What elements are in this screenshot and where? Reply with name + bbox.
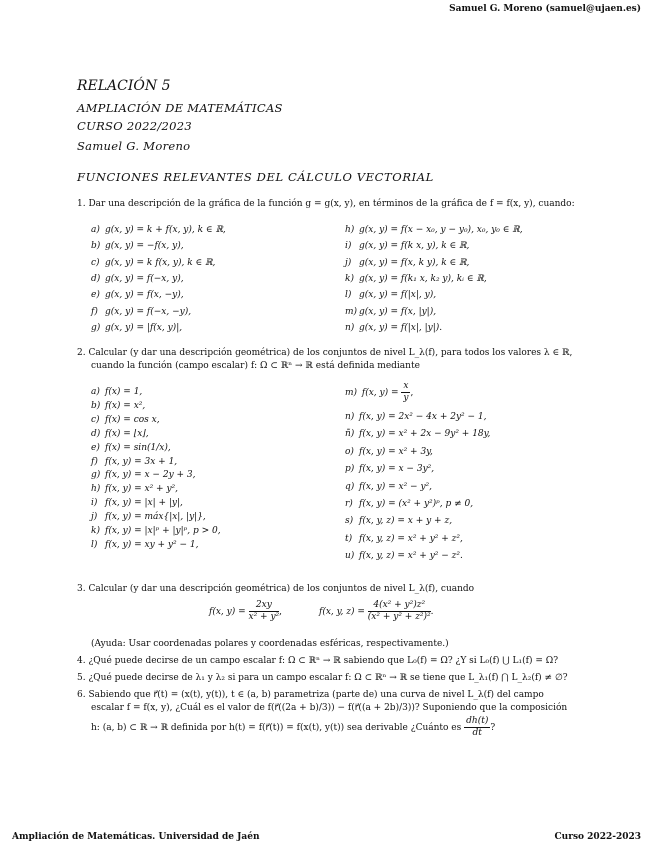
item-label: b) bbox=[91, 400, 101, 411]
item-formula: g(x, y) = k f(x, y), k ∈ ℝ, bbox=[105, 257, 216, 268]
item-formula: f(x, y) = |x|ᵖ + |y|ᵖ, p > 0, bbox=[105, 526, 221, 536]
item-formula: g(x, y) = f(x − x₀, y − y₀), x₀, y₀ ∈ ℝ, bbox=[359, 225, 523, 235]
list-item bbox=[345, 225, 523, 235]
item-formula: f(x, y) = 2x² − 4x + 2y² − 1, bbox=[359, 412, 487, 422]
list-item bbox=[91, 484, 178, 494]
item-label: e) bbox=[91, 442, 100, 453]
list-item bbox=[91, 498, 183, 508]
item-formula: f(x, y, z) = x² + y² + z², bbox=[359, 533, 463, 544]
header-author-email: Samuel G. Moreno (samuel@ujaen.es) bbox=[449, 4, 641, 14]
list-item bbox=[91, 323, 182, 333]
list-item bbox=[345, 447, 433, 457]
item-formula: f(x, y) = máx{|x|, |y|}, bbox=[105, 512, 206, 523]
item-label: k) bbox=[345, 273, 354, 284]
item-formula: f(x, y) = x − 3y², bbox=[359, 464, 435, 475]
document-title: RELACIÓN 5 bbox=[77, 78, 171, 94]
section-heading: FUNCIONES RELEVANTES DEL CÁLCULO VECTORIAL bbox=[77, 170, 434, 184]
question-4: 4. ¿Qué puede decirse de un campo escalar f: Ω ⊂ ℝⁿ → ℝ sabiendo que L₀(f) = Ω? ¿Y si L₀(f) ⋃ L₁(f) = Ω? bbox=[77, 656, 559, 666]
author-name: Samuel G. Moreno bbox=[77, 139, 191, 153]
list-item bbox=[91, 415, 160, 425]
item-label: d) bbox=[91, 428, 101, 439]
list-item bbox=[345, 482, 432, 492]
list-item bbox=[345, 429, 490, 439]
item-label: g) bbox=[91, 322, 101, 333]
denominator: y bbox=[403, 393, 409, 403]
numerator: 2xy bbox=[249, 600, 280, 612]
list-item bbox=[345, 534, 463, 544]
item-formula: f(x, y) = xy + y² − 1, bbox=[105, 539, 199, 550]
item-formula: g(x, y) = f(k₁ x, k₂ y), kᵢ ∈ ℝ, bbox=[359, 273, 487, 284]
formula-suffix: , bbox=[279, 607, 283, 617]
numerator: x bbox=[403, 381, 409, 391]
question-6-line-3 bbox=[91, 716, 495, 739]
footer-institution: Ampliación de Matemáticas. Universidad de Jaén bbox=[12, 832, 260, 842]
item-label: i) bbox=[345, 241, 352, 252]
item-formula: g(x, y) = f(x, |y|), bbox=[359, 306, 437, 317]
line-text: h: (a, b) ⊂ ℝ → ℝ definida por h(t) = f(r⃗(t)) = f(x(t), y(t)) sea derivable ¿Cuánto es bbox=[91, 723, 462, 733]
question-5: 5. ¿Qué puede decirse de λ₁ y λ₂ si para un campo escalar f: Ω ⊂ ℝⁿ → ℝ se tiene que L_λ₁(f) ⋂ L_λ₂(f) ≠ ∅? bbox=[77, 673, 568, 683]
question-6-line-2: escalar f = f(x, y), ¿Cuál es el valor de f(r⃗((2a + b)/3)) − f(r⃗((a + 2b)/3))? Suponiendo que la composición bbox=[91, 703, 568, 713]
item-formula: g(x, y) = f(|x|, y), bbox=[359, 290, 437, 301]
item-label: c) bbox=[91, 257, 100, 268]
denominator: dt bbox=[472, 728, 482, 738]
item-label: m) bbox=[345, 388, 358, 398]
item-label: h) bbox=[91, 484, 101, 495]
item-formula: g(x, y) = f(−x, y), bbox=[105, 273, 184, 284]
item-label: g) bbox=[91, 470, 101, 481]
list-item bbox=[345, 412, 487, 422]
item-label: t) bbox=[345, 533, 353, 544]
item-label: i) bbox=[91, 498, 98, 509]
q3-formula-1 bbox=[209, 600, 282, 623]
question-1: 1. Dar una descripción de la gráfica de la función g = g(x, y), en términos de la gráfica de f = f(x, y), cuando: bbox=[77, 199, 575, 209]
denominator: (x² + y² + z²)² bbox=[367, 612, 431, 622]
item-formula: f(x, y, z) = x² + y² − z². bbox=[359, 551, 463, 562]
formula-prefix: f(x, y) = bbox=[209, 607, 246, 617]
q3-formula-2 bbox=[319, 600, 434, 623]
list-item bbox=[91, 290, 184, 300]
list-item bbox=[91, 512, 206, 522]
item-label: j) bbox=[91, 512, 98, 523]
list-item bbox=[345, 307, 436, 317]
subtitle-year: CURSO 2022/2023 bbox=[77, 119, 193, 133]
list-item bbox=[345, 551, 463, 561]
item-label: ñ) bbox=[345, 429, 355, 440]
item-formula: f(x, y) = x² + y², bbox=[105, 484, 178, 495]
question-3-hint: (Ayuda: Usar coordenadas polares y coordenadas esféricas, respectivamente.) bbox=[91, 639, 449, 649]
item-label: o) bbox=[345, 446, 354, 457]
list-item bbox=[91, 540, 198, 550]
item-formula: f(x) = sin(1/x), bbox=[105, 442, 171, 453]
list-item bbox=[91, 274, 184, 284]
list-item bbox=[345, 290, 436, 300]
fraction bbox=[368, 600, 431, 623]
fraction bbox=[248, 600, 283, 623]
item-formula: f(x) = x², bbox=[105, 400, 146, 411]
item-suffix: , bbox=[410, 388, 414, 398]
item-formula: f(x, y) = (x² + y²)ᵖ, p ≠ 0, bbox=[359, 499, 474, 509]
item-formula: f(x, y) = x² + 3y, bbox=[359, 446, 433, 457]
item-label: n) bbox=[345, 412, 355, 422]
item-label: a) bbox=[91, 387, 100, 397]
list-item bbox=[91, 241, 184, 251]
item-label: f) bbox=[91, 456, 98, 467]
item-label: s) bbox=[345, 516, 354, 527]
list-item bbox=[345, 323, 442, 333]
question-2-line-1: 2. Calcular (y dar una descripción geométrica) de los conjuntos de nivel L_λ(f), para todos los valores λ ∈ ℝ, bbox=[77, 348, 573, 358]
list-item bbox=[91, 401, 145, 411]
item-label: r) bbox=[345, 499, 353, 509]
item-formula: g(x, y) = f(−x, −y), bbox=[105, 306, 192, 317]
item-label: c) bbox=[91, 414, 100, 425]
subtitle-course: AMPLIACIÓN DE MATEMÁTICAS bbox=[77, 101, 283, 115]
list-item bbox=[91, 225, 226, 235]
item-label: f) bbox=[91, 306, 98, 317]
item-formula: f(x, y) = 3x + 1, bbox=[105, 456, 178, 467]
list-item bbox=[345, 241, 469, 251]
item-label: e) bbox=[91, 290, 100, 301]
item-label: h) bbox=[345, 225, 355, 235]
item-formula: g(x, y) = |f(x, y)|, bbox=[105, 322, 183, 333]
question-2-line-2: cuando la función (campo escalar) f: Ω ⊂ ℝⁿ → ℝ está definida mediante bbox=[91, 361, 420, 371]
item-label: d) bbox=[91, 273, 101, 284]
list-item bbox=[91, 307, 191, 317]
list-item bbox=[345, 258, 469, 268]
item-formula: f(x, y, z) = x + y + z, bbox=[359, 516, 453, 527]
item-label: m) bbox=[345, 306, 358, 317]
item-formula: f(x) = ⌊x⌋, bbox=[105, 428, 149, 439]
list-item bbox=[345, 516, 452, 526]
item-label: a) bbox=[91, 225, 100, 235]
item-label: q) bbox=[345, 481, 355, 492]
list-item bbox=[91, 526, 221, 536]
line-end: ? bbox=[490, 723, 496, 733]
list-item bbox=[345, 464, 434, 474]
item-formula: f(x, y) = x² − y², bbox=[359, 481, 432, 492]
numerator: 4(x² + y²)z² bbox=[368, 600, 431, 612]
item-formula: g(x, y) = f(x, k y), k ∈ ℝ, bbox=[359, 257, 470, 268]
item-formula: g(x, y) = f(k x, y), k ∈ ℝ, bbox=[359, 241, 470, 252]
item-formula: f(x, y) = x² + 2x − 9y² + 18y, bbox=[359, 429, 491, 440]
item-formula: f(x, y) = x − 2y + 3, bbox=[105, 470, 196, 481]
footer-course: Curso 2022-2023 bbox=[554, 832, 641, 842]
list-item bbox=[345, 274, 487, 284]
item-label: b) bbox=[91, 241, 101, 252]
question-3: 3. Calcular (y dar una descripción geométrica) de los conjuntos de nivel L_λ(f), cuando bbox=[77, 584, 475, 594]
list-item bbox=[91, 470, 196, 480]
list-item bbox=[91, 443, 171, 453]
item-formula: g(x, y) = −f(x, y), bbox=[105, 241, 184, 252]
list-item bbox=[345, 499, 473, 509]
list-item bbox=[91, 258, 215, 268]
derivative-fraction bbox=[464, 716, 490, 739]
item-formula: g(x, y) = f(x, −y), bbox=[105, 290, 184, 301]
list-item bbox=[91, 387, 142, 397]
item-label: k) bbox=[91, 526, 100, 536]
formula-suffix: . bbox=[430, 607, 434, 617]
item-label: n) bbox=[345, 322, 355, 333]
item-formula: f(x, y) = |x| + |y|, bbox=[105, 498, 183, 509]
item-formula: f(x) = cos x, bbox=[105, 414, 160, 425]
q2-item-m bbox=[345, 381, 413, 404]
item-formula: f(x, y) = bbox=[361, 388, 399, 398]
denominator: x² + y² bbox=[248, 612, 280, 622]
footer bbox=[12, 832, 641, 842]
item-formula: f(x) = 1, bbox=[105, 387, 143, 397]
formula-prefix: f(x, y, z) = bbox=[319, 607, 365, 617]
item-label: u) bbox=[345, 551, 355, 562]
item-label: l) bbox=[91, 539, 98, 550]
item-label: p) bbox=[345, 464, 355, 475]
item-formula: g(x, y) = f(|x|, |y|). bbox=[359, 322, 443, 333]
list-item bbox=[91, 457, 177, 467]
list-item bbox=[91, 429, 149, 439]
item-formula: g(x, y) = k + f(x, y), k ∈ ℝ, bbox=[105, 225, 226, 235]
item-label: l) bbox=[345, 290, 352, 301]
question-6-line-1: 6. Sabiendo que r⃗(t) = (x(t), y(t)), t ∈ (a, b) parametriza (parte de) una curva de nivel L_λ(f) del campo bbox=[77, 690, 544, 700]
numerator: dh(t) bbox=[466, 716, 489, 726]
item-label: j) bbox=[345, 257, 352, 268]
